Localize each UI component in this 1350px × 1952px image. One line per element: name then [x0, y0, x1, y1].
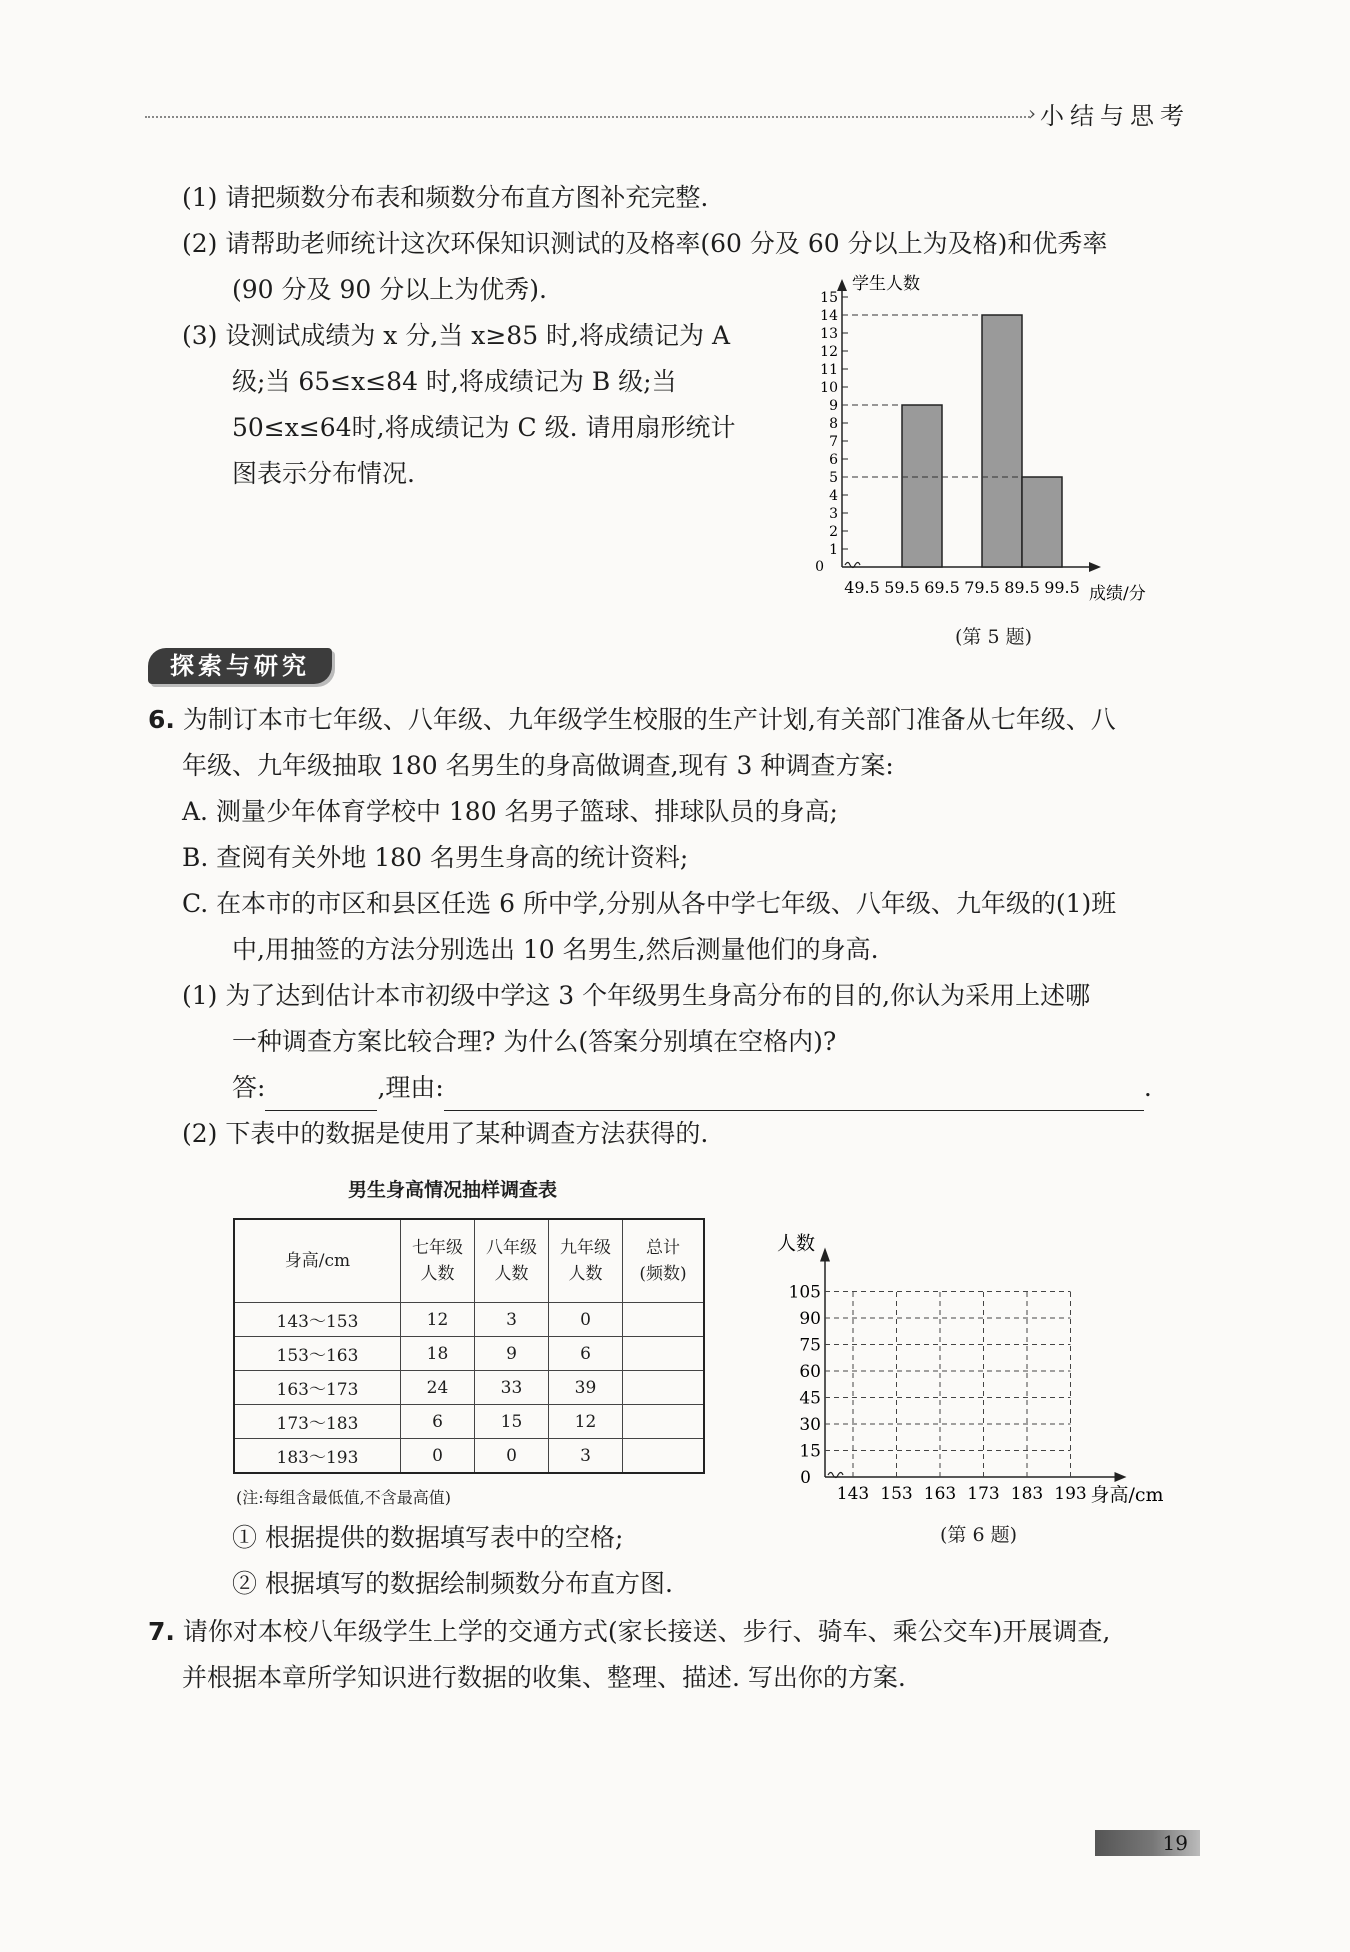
table-cell-total[interactable]	[623, 1439, 705, 1474]
reason-blank[interactable]	[444, 1080, 1144, 1111]
y-tick-label: 5	[829, 470, 838, 486]
table-row	[234, 1303, 704, 1337]
page-number: 19	[1162, 1831, 1188, 1855]
q6-line1	[148, 697, 1116, 743]
q5-sub3-line3: 50≤x≤64时,将成绩记为 C 级. 请用扇形统计	[232, 413, 736, 442]
table-cell-total[interactable]	[623, 1371, 705, 1405]
table-cell: 9	[475, 1337, 549, 1371]
x-tick-label: 153	[880, 1484, 913, 1504]
answer-period: .	[1143, 1073, 1152, 1102]
x-tick-label: 193	[1054, 1484, 1087, 1504]
table-header-cell: 身高/cm	[234, 1219, 401, 1303]
table-note: (注:每组含最低值,不含最高值)	[236, 1488, 451, 1507]
y-axis-arrow-icon	[837, 279, 847, 291]
table-cell: 33	[475, 1371, 549, 1405]
section-badge: 探索与研究	[148, 648, 332, 684]
y-tick-label: 105	[788, 1282, 821, 1303]
q6-option-c-line1: C. 在本市的市区和县区任选 6 所中学,分别从各中学七年级、八年级、九年级的(1)班	[182, 889, 1117, 918]
table-cell: 6	[401, 1405, 475, 1439]
y-tick-label: 7	[829, 434, 838, 450]
table-cell: 39	[549, 1371, 623, 1405]
reason-label: ,理由:	[377, 1073, 444, 1102]
y-tick-label: 12	[820, 344, 838, 360]
q6-histogram-grid	[770, 1225, 1210, 1515]
q5-sub2-line1: (2) 请帮助老师统计这次环保知识测试的及格率(60 分及 60 分以上为及格)和优秀率	[182, 229, 1108, 258]
table-header-cell: 八年级 人数	[475, 1219, 549, 1303]
q6-item2: ② 根据填写的数据绘制频数分布直方图.	[232, 1569, 673, 1598]
table-cell: 0	[549, 1303, 623, 1337]
q6-sub1-line2: 一种调查方案比较合理? 为什么(答案分别填在空格内)?	[232, 1027, 837, 1056]
x-tick-label: 49.5	[844, 578, 880, 597]
table-cell: 24	[401, 1371, 475, 1405]
q6-option-a: A. 测量少年体育学校中 180 名男子篮球、排球队员的身高;	[182, 797, 838, 826]
table-cell-total[interactable]	[623, 1303, 705, 1337]
table-cell: 153～163	[234, 1337, 401, 1371]
header-rule	[145, 116, 1030, 118]
header-title: 小结与思考	[1040, 102, 1190, 130]
q6-option-c-line2: 中,用抽签的方法分别选出 10 名男生,然后测量他们的身高.	[232, 935, 879, 964]
table-cell: 0	[401, 1439, 475, 1474]
q7-line2: 并根据本章所学知识进行数据的收集、整理、描述. 写出你的方案.	[182, 1663, 906, 1692]
q7-number: 7.	[148, 1617, 175, 1646]
header-arrow-icon: ›	[1028, 101, 1036, 125]
x-tick-label: 59.5	[884, 578, 920, 597]
histogram-bar	[902, 405, 942, 567]
q6-number: 6.	[148, 705, 175, 734]
y-tick-label: 60	[799, 1362, 821, 1382]
table-cell: 12	[549, 1405, 623, 1439]
table-cell: 12	[401, 1303, 475, 1337]
x-tick-label: 183	[1010, 1484, 1044, 1504]
y-tick-label: 6	[829, 452, 838, 468]
y-tick-label: 3	[829, 506, 838, 522]
table-cell: 173～183	[234, 1405, 401, 1439]
q6-line1-text: 为制订本市七年级、八年级、九年级学生校服的生产计划,有关部门准备从七年级、八	[182, 705, 1116, 734]
x-tick-label: 89.5	[1004, 578, 1040, 597]
q7-line1	[148, 1609, 1110, 1655]
y-tick-label: 0	[815, 559, 824, 575]
x-axis-arrow-icon	[1115, 1472, 1127, 1482]
x-tick-label: 69.5	[924, 578, 960, 597]
x-tick-label: 163	[923, 1484, 957, 1504]
q6-line2: 年级、九年级抽取 180 名男生的身高做调查,现有 3 种调查方案:	[182, 751, 894, 780]
table-cell: 163～173	[234, 1371, 401, 1405]
y-axis-label: 人数	[777, 1232, 816, 1255]
q7-line1-text: 请你对本校八年级学生上学的交通方式(家长接送、步行、骑车、乘公交车)开展调查,	[182, 1617, 1111, 1646]
table-cell: 15	[475, 1405, 549, 1439]
table-row	[234, 1405, 704, 1439]
q6-item1: ① 根据提供的数据填写表中的空格;	[232, 1523, 624, 1552]
y-axis-arrow-icon	[820, 1248, 830, 1262]
table-cell: 183～193	[234, 1439, 401, 1474]
y-tick-label: 8	[829, 416, 838, 432]
table-cell: 3	[549, 1439, 623, 1474]
x-tick-label: 79.5	[964, 578, 1000, 597]
q5-sub3-line1: (3) 设测试成绩为 x 分,当 x≥85 时,将成绩记为 A	[182, 321, 730, 350]
histogram-bar	[1022, 477, 1062, 567]
q5-sub3-line4: 图表示分布情况.	[232, 459, 415, 488]
q5-histogram	[800, 270, 1200, 615]
table-cell-total[interactable]	[623, 1405, 705, 1439]
table-header-row	[234, 1219, 704, 1303]
y-tick-label: 10	[820, 380, 838, 396]
y-tick-label: 15	[799, 1441, 821, 1462]
table-row	[234, 1337, 704, 1371]
histogram-bar	[982, 315, 1022, 567]
y-tick-label: 30	[799, 1415, 821, 1435]
y-tick-label: 9	[829, 398, 838, 414]
y-tick-label: 15	[820, 290, 838, 306]
table-cell: 6	[549, 1337, 623, 1371]
table-title: 男生身高情况抽样调查表	[348, 1179, 558, 1201]
answer-blank[interactable]	[265, 1080, 377, 1111]
y-tick-label: 1	[829, 542, 838, 558]
q5-sub2-line2: (90 分及 90 分以上为优秀).	[232, 275, 547, 304]
table-header-cell: 七年级 人数	[401, 1219, 475, 1303]
table-cell: 3	[475, 1303, 549, 1337]
y-tick-label: 14	[820, 308, 838, 324]
table-row	[234, 1371, 704, 1405]
page-number-tab	[1095, 1830, 1200, 1856]
q5-caption: (第 5 题)	[955, 626, 1032, 648]
y-axis-label: 学生人数	[852, 274, 920, 294]
height-survey-table	[233, 1218, 705, 1474]
q6-answer-line	[232, 1065, 1152, 1111]
q6-sub1-line1: (1) 为了达到估计本市初级中学这 3 个年级男生身高分布的目的,你认为采用上述哪	[182, 981, 1091, 1010]
table-cell: 18	[401, 1337, 475, 1371]
x-axis-arrow-icon	[1089, 562, 1101, 572]
q6-caption: (第 6 题)	[940, 1524, 1017, 1546]
y-tick-label: 0	[800, 1468, 811, 1488]
table-cell-total[interactable]	[623, 1337, 705, 1371]
q6-option-b: B. 查阅有关外地 180 名男生身高的统计资料;	[182, 843, 689, 872]
x-tick-label: 99.5	[1044, 578, 1080, 597]
table-row	[234, 1439, 704, 1474]
q6-sub2: (2) 下表中的数据是使用了某种调查方法获得的.	[182, 1119, 709, 1148]
answer-label: 答:	[232, 1073, 266, 1102]
y-tick-label: 90	[799, 1309, 821, 1329]
x-axis-label: 身高/cm	[1090, 1484, 1164, 1506]
x-tick-label: 143	[836, 1484, 870, 1504]
y-tick-label: 75	[799, 1335, 821, 1356]
table-header-cell: 总计 (频数)	[623, 1219, 705, 1303]
y-tick-label: 45	[799, 1388, 821, 1409]
q5-sub3-line2: 级;当 65≤x≤84 时,将成绩记为 B 级;当	[232, 367, 677, 396]
x-axis-label: 成绩/分	[1089, 584, 1146, 604]
y-tick-label: 11	[820, 362, 838, 378]
table-header-cell: 九年级 人数	[549, 1219, 623, 1303]
y-tick-label: 2	[829, 524, 838, 540]
table-cell: 0	[475, 1439, 549, 1474]
x-tick-label: 173	[967, 1484, 1000, 1504]
table-cell: 143～153	[234, 1303, 401, 1337]
y-tick-label: 4	[829, 488, 838, 504]
q5-sub1: (1) 请把频数分布表和频数分布直方图补充完整.	[182, 183, 709, 212]
y-tick-label: 13	[820, 326, 838, 342]
